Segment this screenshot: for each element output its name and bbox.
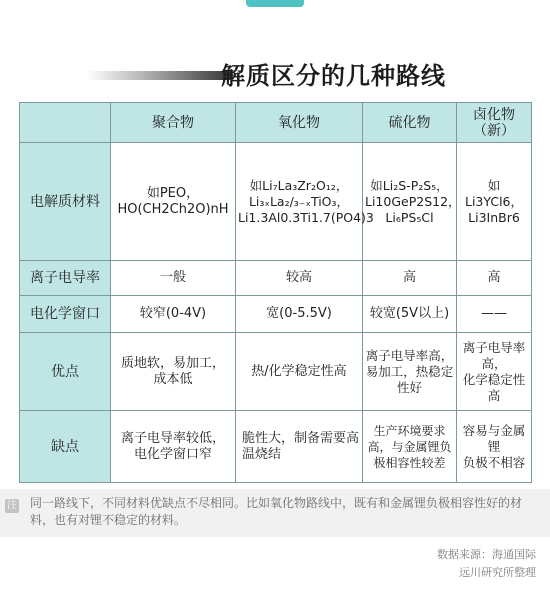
- cell-materials-sulfide: 如Li₂S-P₂S₅， Li10GeP2S12， Li₆PS₅Cl: [363, 143, 457, 261]
- cell-window-sulfide: 较宽(5V以上): [363, 296, 457, 333]
- note-box: [0, 489, 550, 537]
- cell-pros-halide: 离子电导率高， 化学稳定性高: [457, 333, 532, 411]
- cell-cons-oxide: 脆性大，制备需要高 温烧结: [236, 411, 363, 483]
- source-line-2: 远川研究所整理: [459, 566, 536, 579]
- row-label-window: 电化学窗口: [20, 296, 111, 333]
- row-label-cons: 缺点: [20, 411, 111, 483]
- page-title: 解质区分的几种路线: [221, 62, 446, 90]
- cell-conductivity-polymer: 一般: [111, 261, 236, 296]
- row-label-pros: 优点: [20, 333, 111, 411]
- cell-cons-halide: 容易与金属锂 负极不相容: [457, 411, 532, 483]
- cell-cons-sulfide: 生产环境要求 高，与金属锂负 极相容性较差: [363, 411, 457, 483]
- cell-window-polymer: 较窄(0-4V): [111, 296, 236, 333]
- table-row-pros: [20, 333, 532, 411]
- row-label-materials: 电解质材料: [20, 143, 111, 261]
- cell-cons-polymer: 离子电导率较低， 电化学窗口窄: [111, 411, 236, 483]
- cell-window-oxide: 宽(0-5.5V): [236, 296, 363, 333]
- cell-conductivity-oxide: 较高: [236, 261, 363, 296]
- cell-window-halide: ——: [457, 296, 532, 333]
- title-decor-bar: [87, 71, 233, 80]
- source-credit: [437, 546, 536, 582]
- table-row-cons: [20, 411, 532, 483]
- cell-conductivity-halide: 高: [457, 261, 532, 296]
- table-header-row: [20, 103, 532, 143]
- header-corner: [20, 103, 111, 143]
- row-label-conductivity: 离子电导率: [20, 261, 111, 296]
- header-polymer: 聚合物: [111, 103, 236, 143]
- table-row-window: [20, 296, 532, 333]
- header-halide: 卤化物（新）: [457, 103, 532, 143]
- electrolyte-table: [19, 102, 532, 483]
- note-text: 同一路线下，不同材料优缺点不尽相同。比如氧化物路线中，既有和金属锂负极相容性好的材料，也有对锂不稳定的材料。: [30, 496, 523, 527]
- table-row-materials: [20, 143, 532, 261]
- cell-materials-halide: 如Li3YCl6， Li3InBr6: [457, 143, 532, 261]
- cell-materials-oxide: 如Li₇La₃Zr₂O₁₂， Li₃ₓLa₂/₃₋ₓTiO₃， Li1.3Al0.3Ti1.7(PO4)3: [236, 143, 363, 261]
- note-badge: 注: [7, 500, 17, 511]
- table-row-conductivity: [20, 261, 532, 296]
- cell-pros-oxide: 热/化学稳定性高: [236, 333, 363, 411]
- cell-conductivity-sulfide: 高: [363, 261, 457, 296]
- source-line-1: 数据来源：海通国际: [437, 548, 536, 561]
- header-sulfide: 硫化物: [363, 103, 457, 143]
- header-oxide: 氧化物: [236, 103, 363, 143]
- top-accent-bar: [246, 0, 304, 7]
- cell-pros-sulfide: 离子电导率高， 易加工，热稳定 性好: [363, 333, 457, 411]
- cell-pros-polymer: 质地软，易加工， 成本低: [111, 333, 236, 411]
- title-area: [0, 54, 550, 94]
- cell-materials-polymer: 如PEO， HO(CH2Ch2O)nH: [111, 143, 236, 261]
